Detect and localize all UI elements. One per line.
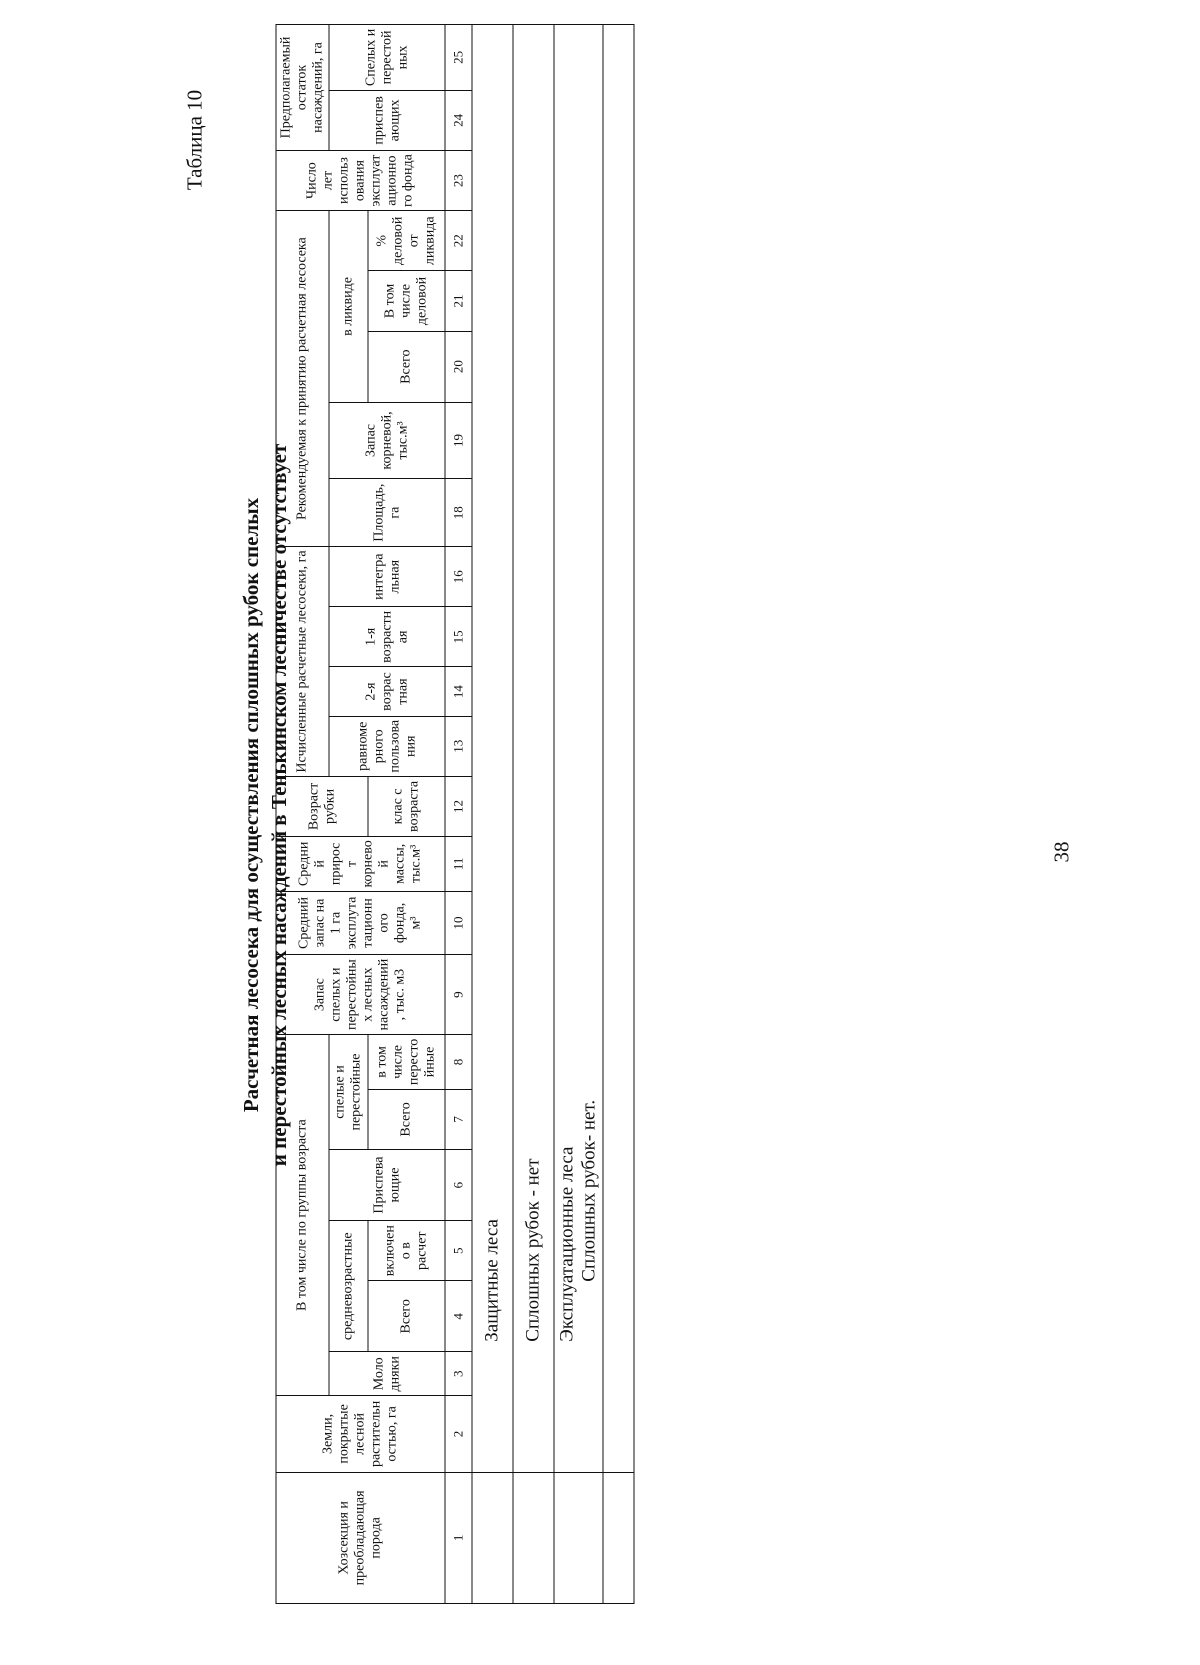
- header-stock-mature: Запас спелых и перестойных лесных насаждений, тыс. м3: [276, 955, 445, 1035]
- header-middle-included: включено в расчет: [368, 1221, 445, 1281]
- group-species-cell: [513, 1472, 554, 1603]
- header-felling-age: Возраст рубки: [276, 776, 368, 836]
- header-maturing: Приспевающие: [329, 1150, 445, 1221]
- header-business: В том числе деловой: [368, 271, 445, 331]
- group-exploitation-status: Сплошных рубок- нет.: [578, 1099, 600, 1282]
- column-number: 19: [445, 402, 472, 479]
- header-avg-growth: Средний прирост корневой массы, тыс.м³: [276, 837, 445, 892]
- group-exploitation: [554, 25, 603, 1473]
- title-line-2: и перестойных лесных насаждений в Тенькинском лесничестве отсутствует: [267, 443, 291, 1167]
- group-exploitation-label: Эксплуатационные леса: [556, 1146, 578, 1342]
- column-number: 24: [445, 90, 472, 150]
- column-number: 1: [445, 1472, 472, 1603]
- header-growing-stock: Запас корневой, тыс.м³: [329, 402, 445, 479]
- column-number: 6: [445, 1150, 472, 1221]
- column-number: 13: [445, 716, 472, 776]
- header-mature-overmature-only: в том числе перестойные: [368, 1035, 445, 1090]
- column-number: 12: [445, 776, 472, 836]
- column-number: 9: [445, 955, 472, 1035]
- header-mature-total: Всего: [368, 1089, 445, 1149]
- column-number: 8: [445, 1035, 472, 1090]
- column-number: 22: [445, 211, 472, 271]
- column-number: 25: [445, 25, 472, 91]
- column-number: 15: [445, 607, 472, 667]
- column-number: 3: [445, 1352, 472, 1396]
- group-protective: [472, 25, 513, 1473]
- header-integral: интегральная: [329, 547, 445, 607]
- header-area: Площадь, га: [329, 479, 445, 547]
- column-number: 16: [445, 547, 472, 607]
- column-number: 20: [445, 331, 472, 402]
- header-rem-maturing: приспевающих: [329, 90, 445, 150]
- column-number: 11: [445, 837, 472, 892]
- column-number: 2: [445, 1396, 472, 1473]
- header-row-1: [276, 25, 329, 1604]
- header-forest-land: Земли, покрытые лесной растительностью, га: [276, 1396, 445, 1473]
- group-protective-label: Защитные леса: [481, 1219, 503, 1342]
- felling-table: [276, 24, 635, 1604]
- column-number: 10: [445, 891, 472, 954]
- column-number: 21: [445, 271, 472, 331]
- group-no-felling: [513, 25, 554, 1473]
- header-first-age: 1-я возрастная: [329, 607, 445, 667]
- header-years: Число лет использования эксплуатационного фонда: [276, 151, 445, 211]
- group-species-cell: [554, 1472, 603, 1603]
- group-row-no-felling: [513, 25, 554, 1604]
- felling-table-wrapper: [276, 24, 635, 1604]
- header-mature-overmature: спелые и перестойные: [329, 1035, 368, 1150]
- header-age-groups: В том числе по группы возраста: [276, 1035, 329, 1396]
- column-number: 23: [445, 151, 472, 211]
- header-species: Хозсекция и преобладающая порода: [276, 1472, 445, 1603]
- column-number: 5: [445, 1221, 472, 1281]
- header-young: Молодняки: [329, 1352, 445, 1396]
- header-liquid: в ликвиде: [329, 211, 368, 403]
- page-number: 38: [1049, 841, 1074, 863]
- table-label: Таблица 10: [182, 89, 207, 191]
- column-number-row: [445, 25, 472, 1604]
- header-middle-aged: средневозрастные: [329, 1221, 368, 1352]
- header-rem-mature: Спелых и перестойных: [329, 25, 445, 91]
- header-felling-age-class: клас с возраста: [368, 776, 445, 836]
- group-row-exploitation: [554, 25, 603, 1604]
- column-number: 14: [445, 667, 472, 716]
- header-uniform: равномерного пользования: [329, 716, 445, 776]
- header-remaining: Предполагаемый остаток насаждений, га: [276, 25, 329, 151]
- group-row-protective: [472, 25, 513, 1604]
- header-calc-area: Исчисленные расчетные лесосеки, га: [276, 547, 329, 777]
- column-number: 4: [445, 1281, 472, 1352]
- header-recommended: Рекомендуемая к принятию расчетная лесосека: [276, 211, 329, 547]
- header-middle-total: Всего: [368, 1281, 445, 1352]
- blank-row: [603, 25, 634, 1604]
- header-avg-stock: Средний запас на 1 га эксплутатационного фонда, м³: [276, 891, 445, 954]
- group-no-felling-label: Сплошных рубок - нет: [522, 1158, 544, 1342]
- column-number: 18: [445, 479, 472, 547]
- header-liquid-total: Всего: [368, 331, 445, 402]
- group-species-cell: [472, 1472, 513, 1603]
- column-number: 7: [445, 1089, 472, 1149]
- header-second-age: 2-я возрастная: [329, 667, 445, 716]
- title-line-1: Расчетная лесосека для осуществления сплошных рубок спелых: [239, 497, 263, 1113]
- header-business-pct: % деловой от ликвида: [368, 211, 445, 271]
